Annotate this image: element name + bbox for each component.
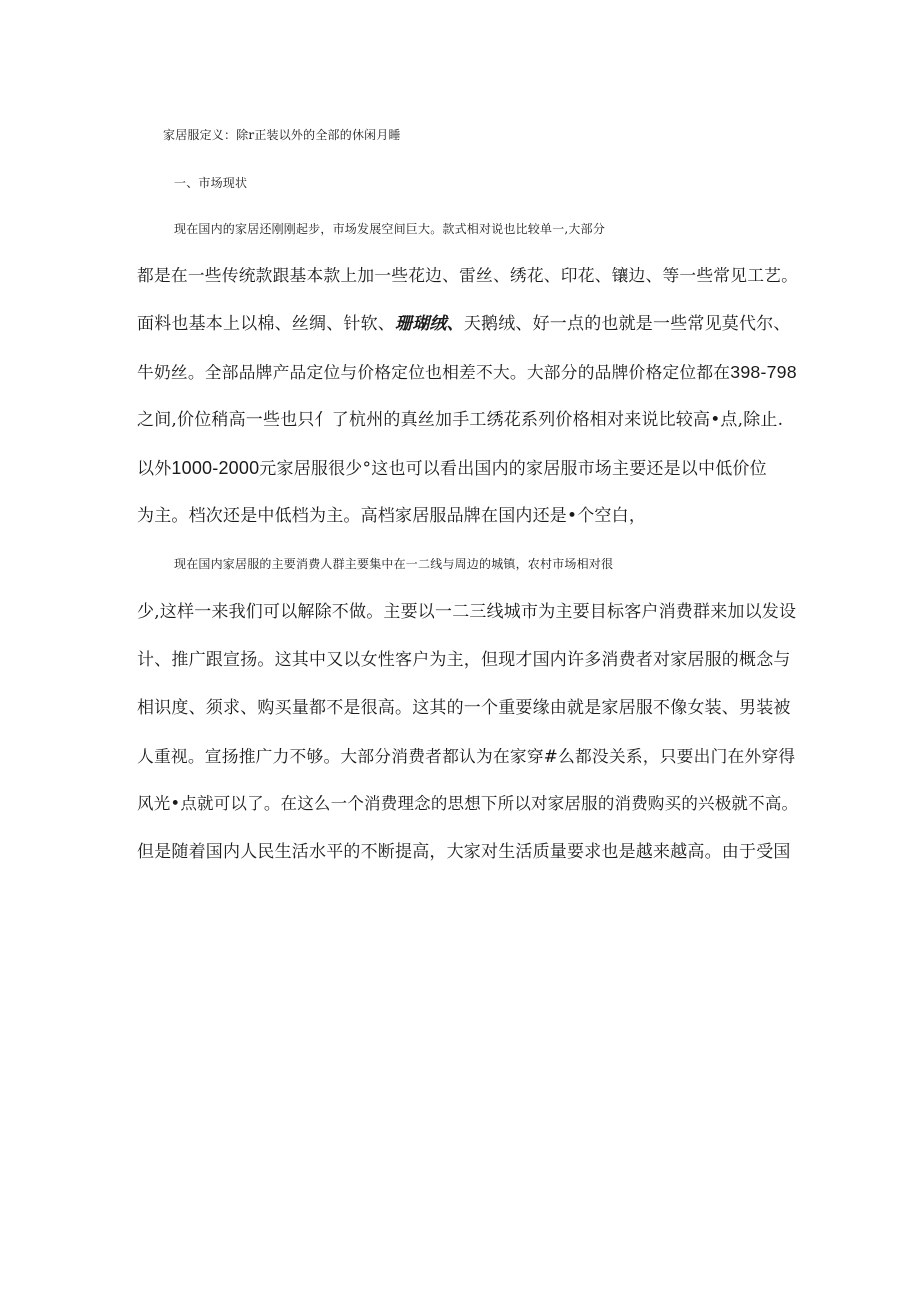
paragraph1-line4-text: 牛奶丝。全部品牌产品定位与价格定位也相差不大。大部分的品牌价格定位都在 <box>137 362 731 382</box>
paragraph1-line3-start: 面料也基本上以棉、丝绸、针软、 <box>137 314 395 334</box>
paragraph1-line4 <box>137 361 797 383</box>
paragraph1-line3 <box>137 313 797 335</box>
paragraph1-line6-end: 元家居服很少°这也可以看出国内的家居服市场主要还是以中低价位 <box>259 459 767 479</box>
section-title: 一、市场现状 <box>174 176 248 190</box>
paragraph1-line6-start: 以外 <box>137 459 172 479</box>
paragraph1-line1: 现在国内的家居还刚刚起步，市场发展空间巨大。款式相对说也比较单一,大部分 <box>174 222 606 236</box>
paragraph1-line2: 都是在一些传统款跟基本款上加一些花边、雷丝、绣花、印花、镶边、等一些常见工艺。 <box>137 265 799 285</box>
paragraph1-line7: 为主。档次还是中低档为主。高档家居服品牌在国内还是•个空白， <box>137 506 647 526</box>
paragraph1-line6 <box>137 457 797 480</box>
paragraph2-line3: 计、推广跟宣扬。这其中又以女性客户为主，但现才国内许多消费者对家居服的概念与 <box>137 650 791 670</box>
paragraph1-line5: 之间,价位稍高一些也只亻了杭州的真丝加手工绣花系列价格相对来说比较高•点,除止. <box>137 410 784 430</box>
paragraph2-line6: 风光•点就可以了。在这么一个消费理念的思想下所以对家居服的消费购买的兴极就不高。 <box>137 794 799 813</box>
definition-heading: 家居服定义：除r正装以外的全部的休闲月睡 <box>163 128 401 142</box>
paragraph1-line3-end: 天鹅绒、好一点的也就是一些常见莫代尔、 <box>463 314 791 334</box>
paragraph2-line2: 少,这样一来我们可以解除不做。主要以一二三线城市为主要目标客户消费群来加以发设 <box>137 602 797 622</box>
paragraph2-line1: 现在国内家居服的主要消费人群主要集中在一二线与周边的城镇，农村市场相对很 <box>174 557 614 571</box>
paragraph2-line7: 但是随着国内人民生活水平的不断提高，大家对生活质量要求也是越来越高。由于受国 <box>137 842 791 862</box>
price-range: 398-798 <box>730 362 797 382</box>
high-price-range: 1000-2000 <box>171 458 260 478</box>
paragraph2-line5: 人重视。宣扬推广力不够。大部分消费者都认为在家穿#么都没关系，只要出门在外穿得 <box>137 746 796 766</box>
coral-fleece-emphasis: 珊瑚绒、 <box>395 314 464 334</box>
paragraph2-line4: 相识度、须求、购买量都不是很高。这其的一个重要缘由就是家居服不像女装、男装被 <box>137 698 791 718</box>
